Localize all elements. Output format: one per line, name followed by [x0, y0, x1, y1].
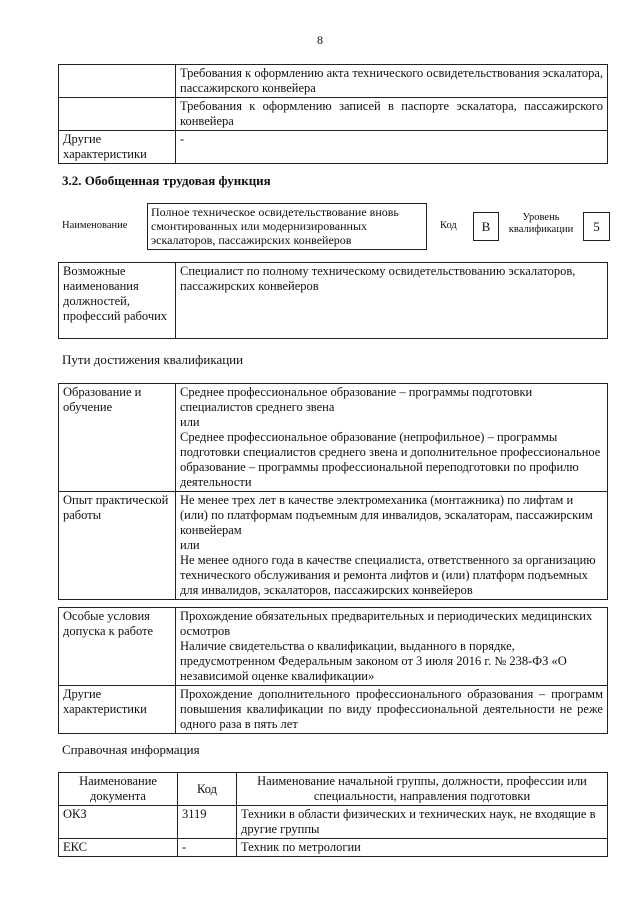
code-label: Код — [440, 220, 457, 231]
table-row — [59, 839, 608, 857]
ref-code: - — [178, 839, 237, 857]
row-label — [59, 65, 176, 98]
page-number: 8 — [317, 33, 323, 47]
header-doc: Наименование документа — [59, 773, 178, 806]
other-value: Прохождение дополнительного профессионального образования – программ повышения квалификации по виду профессиональной деятельности не реже одного раза в пять лет — [176, 686, 608, 734]
top-table — [58, 64, 608, 164]
table-row — [59, 686, 608, 734]
paths-heading: Пути достижения квалификации — [62, 352, 244, 367]
positions-value: Специалист по полному техническому освидетельствованию эскалаторов, пассажирских конвейеров — [176, 263, 608, 339]
table-row — [59, 263, 608, 339]
row-value: - — [176, 131, 608, 164]
education-value: Среднее профессиональное образование – программы подготовки специалистов среднего звена или Среднее профессиональное образование (непрофильное) – программы подготовки специалистов среднего звена и дополнительное профессиональное образование – программы профессиональной переподготовки по профилю деятельности — [176, 384, 608, 492]
level-label: Уровень квалификации — [508, 212, 574, 235]
ref-name: Техник по метрологии — [237, 839, 608, 857]
section-title: 3.2. Обобщенная трудовая функция — [62, 173, 271, 188]
header-name: Наименование начальной группы, должности, профессии или специальности, направления подготовки — [237, 773, 608, 806]
row-label: Другие характеристики — [59, 131, 176, 164]
ref-name: Техники в области физических и технических наук, не входящие в другие группы — [237, 806, 608, 839]
table-row — [59, 65, 608, 98]
positions-table — [58, 262, 608, 339]
table-row — [59, 608, 608, 686]
row-label — [59, 98, 176, 131]
positions-label: Возможные наименования должностей, профессий рабочих — [59, 263, 176, 339]
table-row — [59, 492, 608, 600]
admission-label: Особые условия допуска к работе — [59, 608, 176, 686]
table-row — [59, 98, 608, 131]
header-code: Код — [178, 773, 237, 806]
table-row — [59, 384, 608, 492]
reference-table — [58, 772, 608, 857]
table-header-row — [59, 773, 608, 806]
experience-value: Не менее трех лет в качестве электромеханика (монтажника) по лифтам и (или) по платформам подъемным для инвалидов, эскалаторам, пассажирским конвейерам или Не менее одного года в качестве специалиста, ответственного за организацию технического обслуживания и ремонта лифтов и (или) платформ подъемных для инвалидов, эскалаторов, пассажирских конвейеров — [176, 492, 608, 600]
name-label: Наименование — [62, 220, 128, 231]
table-row — [59, 131, 608, 164]
code-value: B — [473, 212, 499, 241]
name-value: Полное техническое освидетельствование вновь смонтированных или модернизированных эскалаторов, пассажирских конвейеров — [147, 203, 427, 250]
ref-doc: ОКЗ — [59, 806, 178, 839]
level-value: 5 — [583, 212, 610, 241]
table-row — [59, 806, 608, 839]
row-value: Требования к оформлению записей в паспорте эскалатора, пассажирского конвейера — [176, 98, 608, 131]
conditions-table — [58, 607, 608, 734]
paths-table — [58, 383, 608, 600]
ref-doc: ЕКС — [59, 839, 178, 857]
other-label: Другие характеристики — [59, 686, 176, 734]
reference-heading: Справочная информация — [62, 742, 200, 757]
education-label: Образование и обучение — [59, 384, 176, 492]
admission-value: Прохождение обязательных предварительных и периодических медицинских осмотров Наличие свидетельства о квалификации, выданного в порядке, предусмотренном Федеральным законом от 3 июля 2016 г. № 238-ФЗ «О независимой оценке квалификации» — [176, 608, 608, 686]
ref-code: 3119 — [178, 806, 237, 839]
row-value: Требования к оформлению акта технического освидетельствования эскалатора, пассажирского конвейера — [176, 65, 608, 98]
experience-label: Опыт практической работы — [59, 492, 176, 600]
